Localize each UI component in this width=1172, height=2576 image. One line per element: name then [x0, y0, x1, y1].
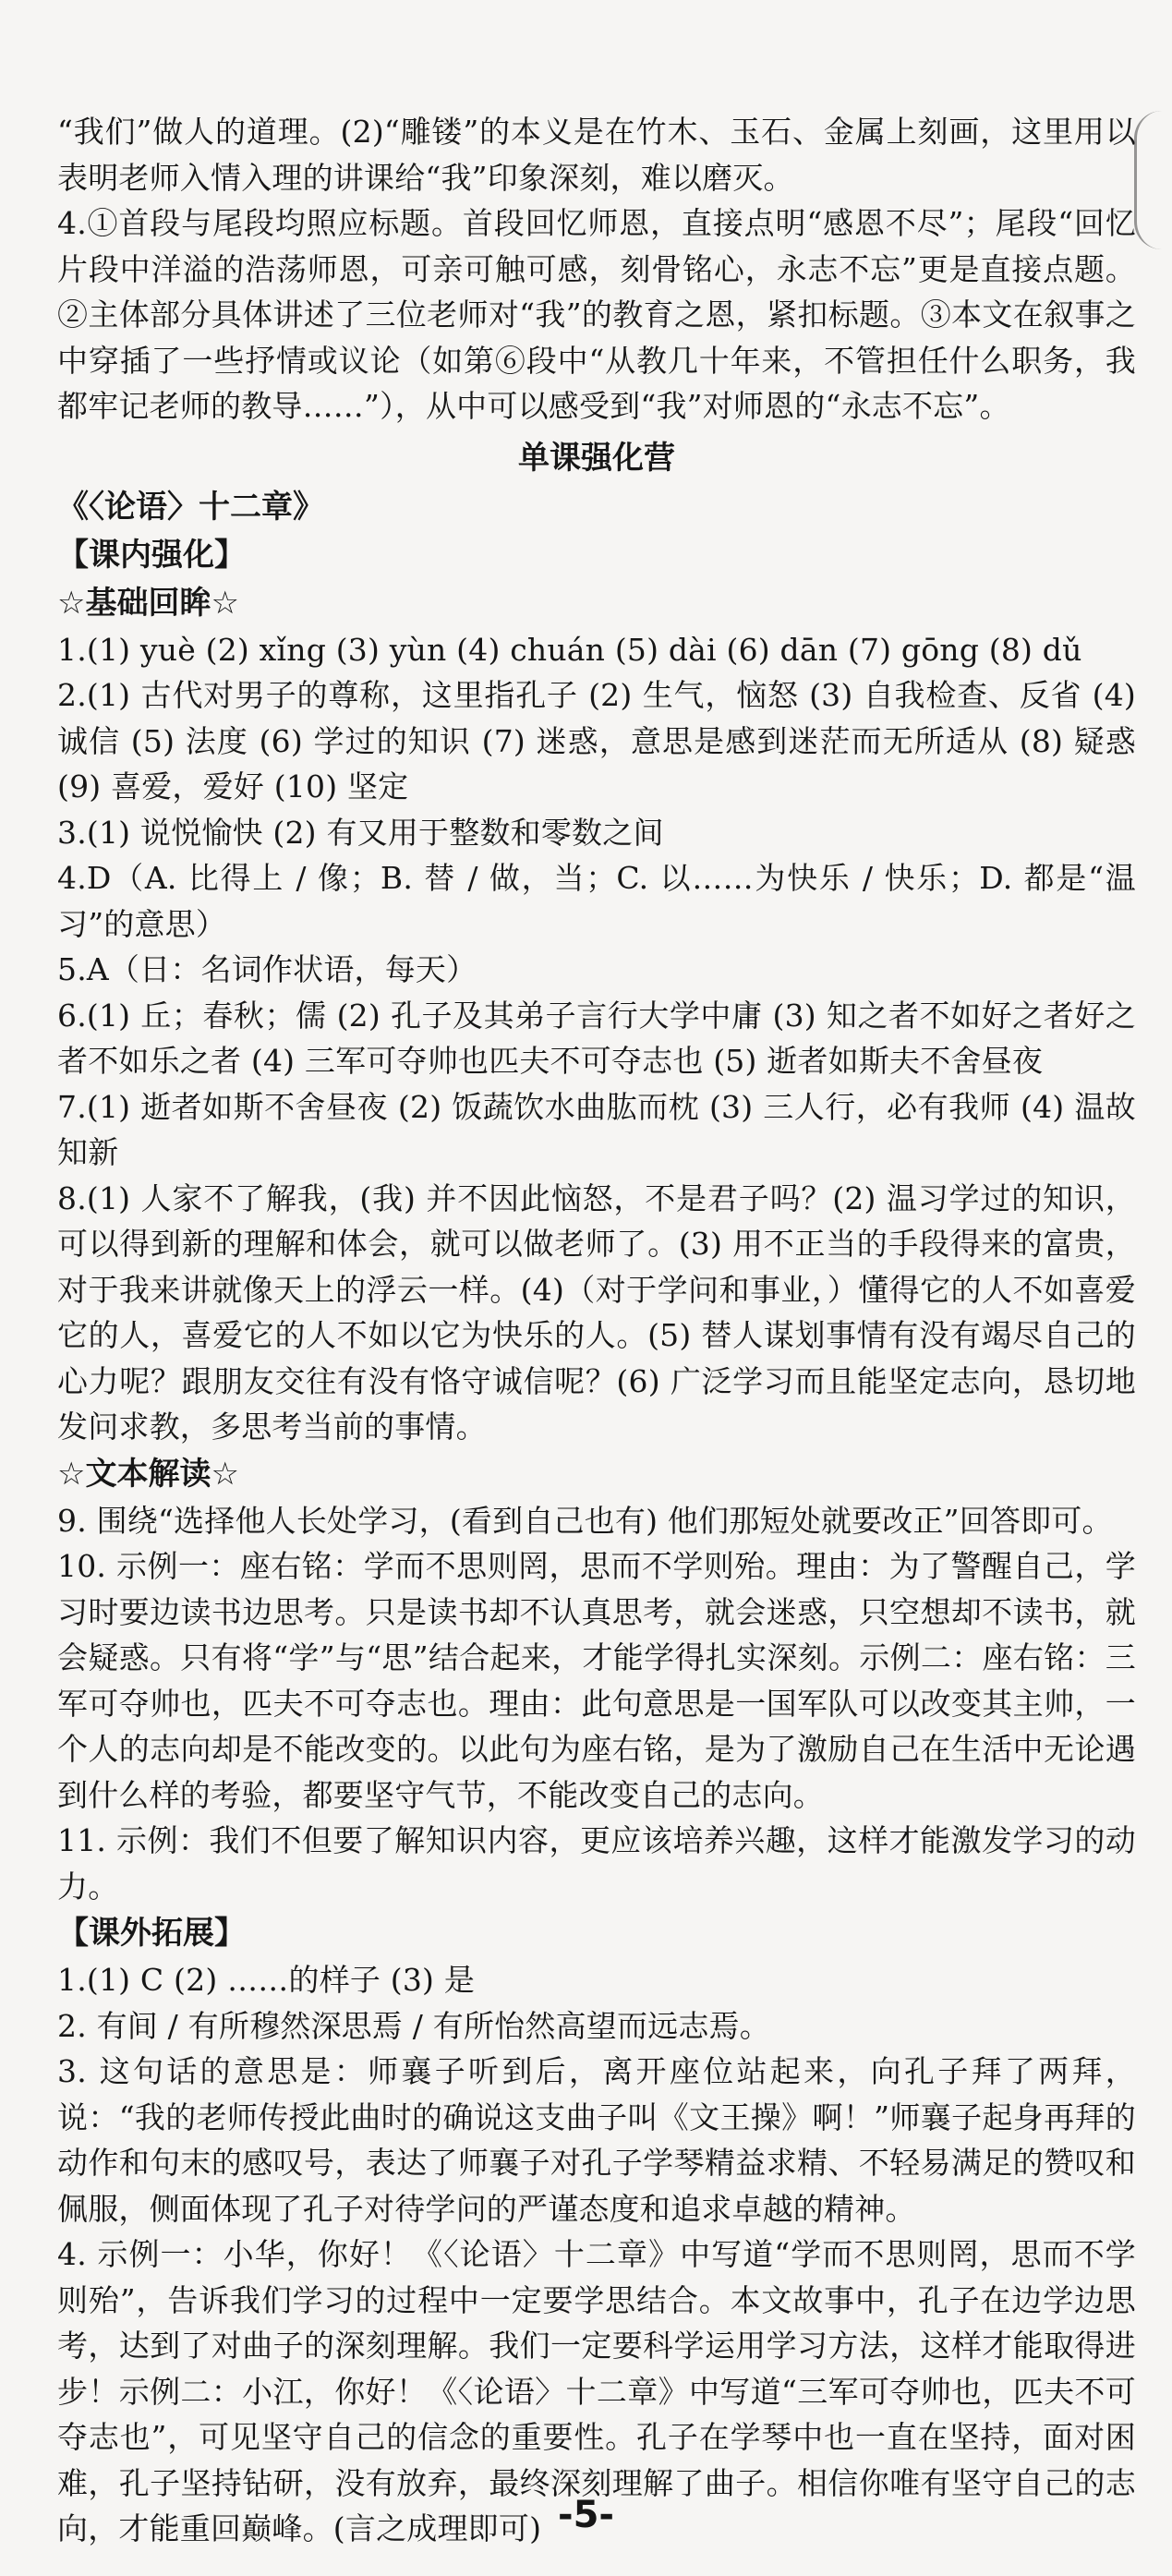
intro-paragraph-2: 4.①首段与尾段均照应标题。首段回忆师恩，直接点明“感恩不尽”；尾段“回忆片段中洋溢的浩荡师恩，可亲可触可感，刻骨铭心，永志不忘”更是直接点题。②主体部分具体讲述了三位老师对“我”的教育之恩，紧扣标题。③本文在叙事之中穿插了一些抒情或议论（如第⑥段中“从教几十年来，不管担任什么职务，我都牢记老师的教导……”），从中可以感受到“我”对师恩的“永志不忘”。: [57, 205, 1136, 424]
answer-item: 4. 示例一：小华，你好！《〈论语〉十二章》中写道“学而不思则罔，思而不学则殆”，告诉我们学习的过程中一定要学思结合。本文故事中，孔子在边学边思考，达到了对曲子的深刻理解。我们一定要科学运用学习方法，这样才能取得进步！示例二：小江，你好！《〈论语〉十二章》中写道“三军可夺帅也，匹夫不可夺志也”，可见坚守自己的信念的重要性。孔子在学琴中也一直在坚持，面对困难，孔子坚持钻研，没有放弃，最终深刻理解了曲子。相信你唯有坚守自己的志向，才能重回巅峰。(言之成理即可): [57, 2236, 1136, 2546]
answer-item: 2.(1) 古代对男子的尊称，这里指孔子 (2) 生气，恼怒 (3) 自我检查、反省 (4) 诚信 (5) 法度 (6) 学过的知识 (7) 迷惑，意思是感到迷茫而无所适从 (8) 疑惑 (9) 喜爱，爱好 (10) 坚定: [57, 677, 1136, 804]
answer-item: 9. 围绕“选择他人长处学习，(看到自己也有) 他们那短处就要改正”回答即可。: [57, 1502, 1113, 1539]
answer-item: 1.(1) C (2) ……的样子 (3) 是: [57, 1962, 476, 1998]
part-heading-in-class: 【课内强化】: [57, 536, 246, 574]
sub-heading-basics: ☆基础回眸☆: [57, 584, 239, 622]
answer-item: 7.(1) 逝者如斯不舍昼夜 (2) 饭蔬饮水曲肱而枕 (3) 三人行，必有我师 (4) 温故知新: [57, 1088, 1136, 1170]
part-heading-extension: 【课外拓展】: [57, 1915, 246, 1952]
page-number: -5-: [557, 2494, 615, 2536]
answer-item: 1.(1) yuè (2) xǐng (3) yùn (4) chuán (5) dài (6) dān (7) gōng (8) dǔ: [57, 631, 1082, 668]
answer-item: 10. 示例一：座右铭：学而不思则罔，思而不学则殆。理由：为了警醒自己，学习时要边读书边思考。只是读书却不认真思考，就会迷惑，只空想却不读书，就会疑惑。只有将“学”与“思”结合起来，才能学得扎实深刻。示例二：座右铭：三军可夺帅也，匹夫不可夺志也。理由：此句意思是一国军队可以改变其主帅，一个人的志向却是不能改变的。以此句为座右铭，是为了激励自己在生活中无论遇到什么样的考验，都要坚守气节，不能改变自己的志向。: [57, 1548, 1136, 1813]
answer-item: 4.D（A. 比得上 / 像；B. 替 / 做，当；C. 以……为快乐 / 快乐；D. 都是“温习”的意思）: [57, 860, 1136, 942]
answer-item: 3. 这句话的意思是：师襄子听到后，离开座位站起来，向孔子拜了两拜，说：“我的老师传授此曲时的确说这支曲子叫《文王操》啊！”师襄子起身再拜的动作和句末的感叹号，表达了师襄子对孔子学琴精益求精、不轻易满足的赞叹和佩服，侧面体现了孔子对待学问的严谨态度和追求卓越的精神。: [57, 2053, 1136, 2227]
answer-item: 2. 有间 / 有所穆然深思焉 / 有所怡然高望而远志焉。: [57, 2007, 770, 2044]
sub-heading-text-reading: ☆文本解读☆: [57, 1455, 239, 1493]
answer-item: 11. 示例：我们不但要了解知识内容，更应该培养兴趣，这样才能激发学习的动力。: [57, 1822, 1136, 1905]
intro-paragraph-1: “我们”做人的道理。(2)“雕镂”的本义是在竹木、玉石、金属上刻画，这里用以表明老师入情入理的讲课给“我”印象深刻，难以磨灭。: [57, 114, 1136, 196]
answer-item: 3.(1) 说悦愉快 (2) 有又用于整数和零数之间: [57, 814, 664, 851]
answer-item: 8.(1) 人家不了解我，(我) 并不因此恼怒，不是君子吗？(2) 温习学过的知识，可以得到新的理解和体会，就可以做老师了。(3) 用不正当的手段得来的富贵，对于我来讲就像天上的浮云一样。(4)（对于学问和事业，）懂得它的人不如喜爱它的人，喜爱它的人不如以它为快乐的人。(5) 替人谋划事情有没有竭尽自己的心力呢？跟朋友交往有没有恪守诚信呢？(6) 广泛学习而且能坚定志向，恳切地发问求教，多思考当前的事情。: [57, 1179, 1136, 1445]
section-title: 单课强化营: [518, 439, 675, 477]
answer-item: 6.(1) 丘；春秋；儒 (2) 孔子及其弟子言行大学中庸 (3) 知之者不如好之者好之者不如乐之者 (4) 三军可夺帅也匹夫不可夺志也 (5) 逝者如斯夫不舍昼夜: [57, 997, 1136, 1079]
page-edge-mark: [1134, 111, 1163, 249]
lesson-title: 《〈论语〉十二章》: [57, 488, 324, 526]
answer-item: 5.A（日：名词作状语，每天）: [57, 951, 477, 987]
answer-page: [57, 109, 1136, 2552]
